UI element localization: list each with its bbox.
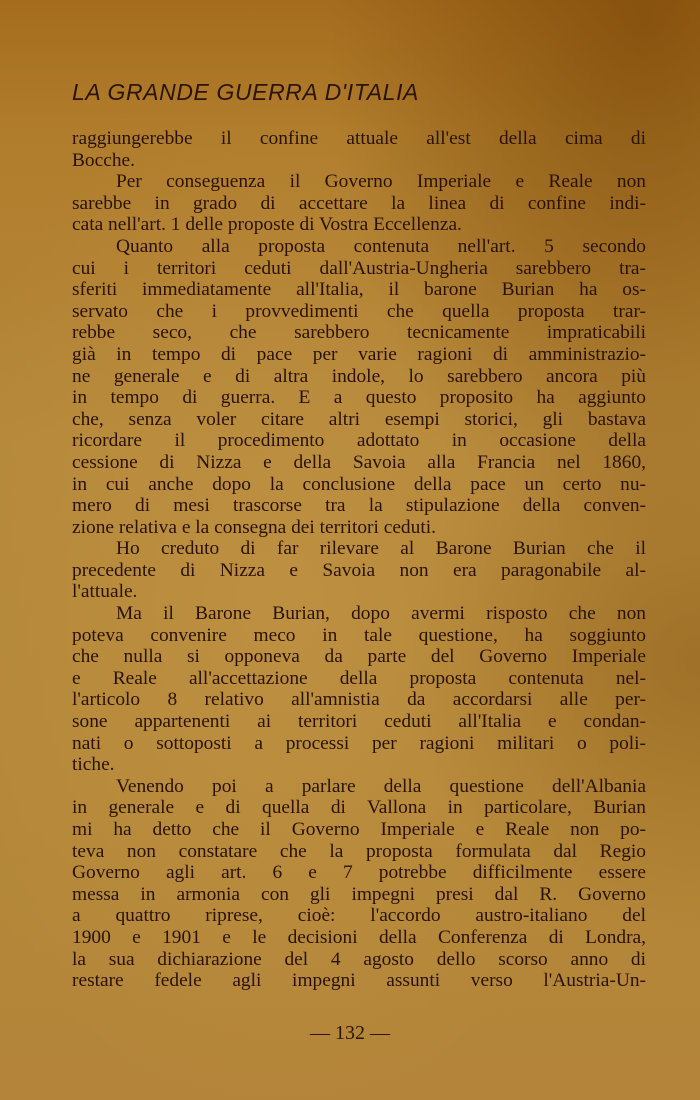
text-line: in tempo di guerra. E a questo proposito ha aggiunto — [72, 387, 646, 409]
text-line: Ma il Barone Burian, dopo avermi risposto che non — [116, 603, 646, 625]
text-line: restare fedele agli impegni assunti verso l'Austria-Un- — [72, 970, 646, 992]
text-line: che nulla si opponeva da parte del Governo Imperiale — [72, 646, 646, 668]
text-line: rebbe seco, che sarebbero tecnicamente impraticabili — [72, 322, 646, 344]
text-line: 1900 e 1901 e le decisioni della Conferenza di Londra, — [72, 926, 646, 948]
text-line: cata nell'art. 1 delle proposte di Vostra Eccellenza. — [72, 214, 462, 236]
text-line: la sua dichiarazione del 4 agosto dello scorso anno di — [72, 948, 646, 970]
text-line: sarebbe in grado di accettare la linea di confine indi- — [72, 192, 646, 214]
text-line: e Reale all'accettazione della proposta contenuta nel- — [72, 667, 646, 689]
text-line: zione relativa e la consegna dei territori ceduti. — [72, 516, 436, 538]
text-line: tiche. — [72, 754, 115, 776]
text-line: nati o sottoposti a processi per ragioni militari o poli- — [72, 732, 646, 754]
text-line: teva non constatare che la proposta formulata dal Regio — [72, 840, 646, 862]
running-title: LA GRANDE GUERRA D'ITALIA — [72, 79, 419, 105]
text-line: messa in armonia con gli impegni presi dal R. Governo — [72, 883, 646, 905]
text-line: già in tempo di pace per varie ragioni di amministrazio- — [72, 343, 646, 365]
text-line: Governo agli art. 6 e 7 potrebbe difficilmente essere — [72, 862, 646, 884]
text-line: Bocche. — [72, 149, 135, 171]
text-line: cessione di Nizza e della Savoia alla Francia nel 1860, — [72, 451, 646, 473]
text-line: mero di mesi trascorse tra la stipulazione della conven- — [72, 495, 646, 517]
text-line: poteva convenire meco in tale questione, ha soggiunto — [72, 624, 646, 646]
text-line: l'articolo 8 relativo all'amnistia da accordarsi alle per- — [72, 689, 646, 711]
text-line: mi ha detto che il Governo Imperiale e Reale non po- — [72, 819, 646, 840]
text-line: sferiti immediatamente all'Italia, il barone Burian ha os- — [72, 279, 646, 301]
text-line: Ho creduto di far rilevare al Barone Burian che il — [116, 538, 646, 560]
text-line: Venendo poi a parlare della questione dell'Albania — [116, 775, 646, 797]
book-page — [72, 78, 646, 992]
text-line: sone appartenenti ai territori ceduti all'Italia e condan- — [72, 711, 646, 733]
text-line: in generale e di quella di Vallona in particolare, Burian — [72, 797, 646, 819]
text-line: servato che i provvedimenti che quella proposta trar- — [72, 300, 646, 322]
text-line: in cui anche dopo la conclusione della pace un certo nu- — [72, 473, 646, 495]
text-line: ricordare il procedimento adottato in occasione della — [72, 430, 646, 452]
text-line: ne generale e di altra indole, lo sarebbero ancora più — [72, 365, 646, 387]
text-line: raggiungerebbe il confine attuale all'est della cima di — [72, 128, 646, 149]
text-line: Per conseguenza il Governo Imperiale e Reale non — [116, 171, 646, 193]
body-text — [72, 128, 646, 992]
text-line: a quattro riprese, cioè: l'accordo austro-italiano del — [72, 905, 646, 927]
page-number: — 132 — — [310, 1022, 390, 1044]
text-line: Quanto alla proposta contenuta nell'art. 5 secondo — [116, 235, 646, 257]
text-line: cui i territori ceduti dall'Austria-Ungheria sarebbero tra- — [72, 257, 646, 279]
text-line: l'attuale. — [72, 581, 138, 603]
text-line: precedente di Nizza e Savoia non era paragonabile al- — [72, 559, 646, 581]
text-line: che, senza voler citare altri esempi storici, gli bastava — [72, 408, 646, 430]
